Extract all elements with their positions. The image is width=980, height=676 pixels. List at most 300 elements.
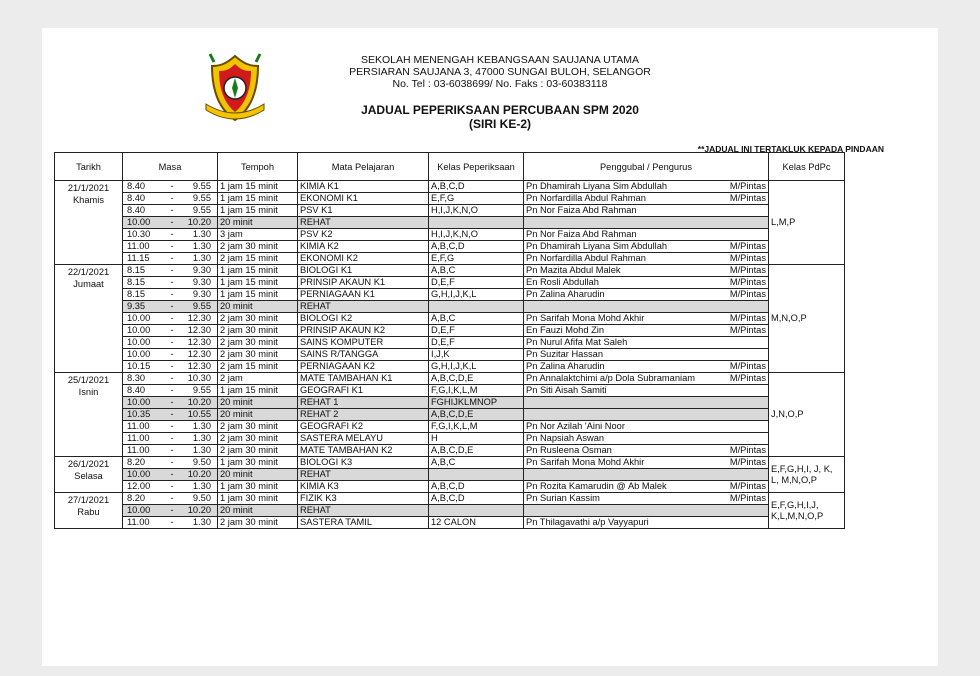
table-row xyxy=(55,433,845,445)
end-time: 9.55 xyxy=(192,205,211,215)
day-name: Khamis xyxy=(72,195,104,205)
end-time: 12.30 xyxy=(187,349,211,359)
class-cell: A,B,C xyxy=(429,313,524,325)
start-time: 8.40 xyxy=(127,181,146,191)
header-kelas-peperiksaan: Kelas Peperiksaan xyxy=(429,153,524,181)
end-time: 1.30 xyxy=(192,241,211,251)
start-time: 11.00 xyxy=(127,517,150,527)
table-header-row xyxy=(55,153,845,181)
time-cell xyxy=(123,241,218,253)
person-name: Pn Thilagavathi a/p Vayyapuri xyxy=(526,517,649,527)
start-time: 11.00 xyxy=(127,421,150,431)
person-name: Pn Norfardilla Abdul Rahman xyxy=(526,193,646,203)
person-tag: M/Pintas xyxy=(729,181,766,191)
start-time: 8.30 xyxy=(127,373,146,383)
subject-cell: MATE TAMBAHAN K1 xyxy=(298,373,429,385)
table-row xyxy=(55,397,845,409)
time-cell xyxy=(123,289,218,301)
time-separator: - xyxy=(170,397,174,407)
end-time: 12.30 xyxy=(187,313,211,323)
duration-cell: 20 minit xyxy=(218,469,298,481)
table-row xyxy=(55,481,845,493)
amendment-note: **JADUAL INI TERTAKLUK KEPADA PINDAAN xyxy=(697,144,884,154)
date-value: 26/1/2021 xyxy=(67,459,110,469)
table-row xyxy=(55,493,845,505)
time-cell xyxy=(123,385,218,397)
subject-cell: REHAT xyxy=(298,301,429,313)
time-separator: - xyxy=(170,505,174,515)
person-name: Pn Dhamirah Liyana Sim Abdullah xyxy=(526,241,668,251)
person-tag: M/Pintas xyxy=(729,445,766,455)
header-mata-pelajaran: Mata Pelajaran xyxy=(298,153,429,181)
end-time: 10.55 xyxy=(187,409,211,419)
person-cell xyxy=(524,409,769,421)
person-name: Pn Annalaktchimi a/p Dola Subramaniam xyxy=(526,373,695,383)
class-cell: A,B,C xyxy=(429,457,524,469)
table-body xyxy=(55,181,845,529)
time-separator: - xyxy=(170,289,174,299)
time-cell xyxy=(123,253,218,265)
end-time: 10.30 xyxy=(187,373,211,383)
school-crest-logo xyxy=(200,52,270,124)
person-tag: M/Pintas xyxy=(729,481,766,491)
table-row xyxy=(55,289,845,301)
time-separator: - xyxy=(170,517,174,527)
class-cell: FGHIJKLMNOP xyxy=(429,397,524,409)
person-cell xyxy=(524,445,769,457)
time-separator: - xyxy=(170,229,174,239)
time-cell xyxy=(123,373,218,385)
time-cell xyxy=(123,193,218,205)
start-time: 11.00 xyxy=(127,445,150,455)
duration-cell: 1 jam 15 minit xyxy=(218,205,298,217)
time-separator: - xyxy=(170,409,174,419)
table-row xyxy=(55,205,845,217)
person-name: En Fauzi Mohd Zin xyxy=(526,325,605,335)
duration-cell: 20 minit xyxy=(218,409,298,421)
duration-cell: 1 jam 15 minit xyxy=(218,277,298,289)
duration-cell: 2 jam 30 minit xyxy=(218,349,298,361)
duration-cell: 2 jam 30 minit xyxy=(218,325,298,337)
time-cell xyxy=(123,349,218,361)
start-time: 10.00 xyxy=(127,397,151,407)
class-cell: 12 CALON xyxy=(429,517,524,529)
end-time: 12.30 xyxy=(187,325,211,335)
person-cell xyxy=(524,325,769,337)
person-name: Pn Nurul Afifa Mat Saleh xyxy=(526,337,628,347)
end-time: 1.30 xyxy=(192,229,211,239)
end-time: 9.30 xyxy=(192,277,211,287)
document-title: JADUAL PEPERIKSAAN PERCUBAAN SPM 2020 xyxy=(361,103,639,117)
person-name: Pn Siti Aisah Samiti xyxy=(526,385,607,395)
person-cell xyxy=(524,385,769,397)
person-cell xyxy=(524,421,769,433)
class-cell: H,I,J,K,N,O xyxy=(429,205,524,217)
table-row xyxy=(55,277,845,289)
table-row xyxy=(55,217,845,229)
table-row xyxy=(55,193,845,205)
subject-cell: REHAT xyxy=(298,505,429,517)
person-cell xyxy=(524,433,769,445)
school-address: PERSIARAN SAUJANA 3, 47000 SUNGAI BULOH, SELANGOR xyxy=(349,66,651,78)
time-separator: - xyxy=(170,433,174,443)
duration-cell: 1 jam 15 minit xyxy=(218,193,298,205)
pdpc-cell: J,N,O,P xyxy=(769,373,845,457)
time-cell xyxy=(123,361,218,373)
date-cell xyxy=(55,181,123,265)
end-time: 12.30 xyxy=(187,337,211,347)
person-name: Pn Mazita Abdul Malek xyxy=(526,265,621,275)
time-cell xyxy=(123,433,218,445)
start-time: 10.00 xyxy=(127,505,151,515)
subject-cell: MATE TAMBAHAN K2 xyxy=(298,445,429,457)
table-row xyxy=(55,373,845,385)
time-separator: - xyxy=(170,265,174,275)
time-cell xyxy=(123,181,218,193)
subject-cell: EKONOMI K1 xyxy=(298,193,429,205)
table-row xyxy=(55,469,845,481)
header-masa: Masa xyxy=(123,153,218,181)
day-name: Selasa xyxy=(74,471,103,481)
duration-cell: 2 jam 15 minit xyxy=(218,361,298,373)
end-time: 9.30 xyxy=(192,265,211,275)
person-tag: M/Pintas xyxy=(729,265,766,275)
subject-cell: REHAT xyxy=(298,469,429,481)
end-time: 9.55 xyxy=(192,385,211,395)
time-separator: - xyxy=(170,493,174,503)
person-tag: M/Pintas xyxy=(729,313,766,323)
class-cell: D,E,F xyxy=(429,325,524,337)
pdpc-cell: E,F,G,H,I, J, K, L, M,N,O,P xyxy=(769,457,845,493)
class-cell: G,H,I,J,K,L xyxy=(429,361,524,373)
end-time: 9.50 xyxy=(192,493,211,503)
end-time: 10.20 xyxy=(187,505,211,515)
person-name: Pn Sarifah Mona Mohd Akhir xyxy=(526,313,645,323)
end-time: 1.30 xyxy=(192,433,211,443)
time-cell xyxy=(123,277,218,289)
person-cell xyxy=(524,397,769,409)
pdpc-cell: M,N,O,P xyxy=(769,265,845,373)
duration-cell: 1 jam 15 minit xyxy=(218,385,298,397)
time-separator: - xyxy=(170,205,174,215)
person-tag: M/Pintas xyxy=(729,325,766,335)
person-tag: M/Pintas xyxy=(729,493,766,503)
start-time: 10.15 xyxy=(127,361,151,371)
start-time: 8.15 xyxy=(127,289,146,299)
day-name: Jumaat xyxy=(73,279,104,289)
table-row xyxy=(55,325,845,337)
end-time: 9.55 xyxy=(192,181,211,191)
time-separator: - xyxy=(170,325,174,335)
time-cell xyxy=(123,481,218,493)
time-separator: - xyxy=(170,241,174,251)
duration-cell: 20 minit xyxy=(218,217,298,229)
start-time: 11.00 xyxy=(127,241,150,251)
table-row xyxy=(55,349,845,361)
subject-cell: PSV K1 xyxy=(298,205,429,217)
person-cell xyxy=(524,301,769,313)
class-cell: E,F,G xyxy=(429,253,524,265)
subject-cell: REHAT xyxy=(298,217,429,229)
person-name: Pn Surian Kassim xyxy=(526,493,600,503)
class-cell: A,B,C,D,E xyxy=(429,409,524,421)
subject-cell: SAINS KOMPUTER xyxy=(298,337,429,349)
start-time: 10.00 xyxy=(127,325,151,335)
start-time: 10.00 xyxy=(127,349,151,359)
person-cell xyxy=(524,265,769,277)
time-separator: - xyxy=(170,373,174,383)
start-time: 10.00 xyxy=(127,337,151,347)
time-separator: - xyxy=(170,445,174,455)
table-row xyxy=(55,421,845,433)
subject-cell: PERNIAGAAN K2 xyxy=(298,361,429,373)
subject-cell: PERNIAGAAN K1 xyxy=(298,289,429,301)
subject-cell: PRINSIP AKAUN K2 xyxy=(298,325,429,337)
person-name: Pn Nor Azilah 'Aini Noor xyxy=(526,421,625,431)
end-time: 1.30 xyxy=(192,481,211,491)
person-tag: M/Pintas xyxy=(729,289,766,299)
time-separator: - xyxy=(170,421,174,431)
duration-cell: 2 jam 30 minit xyxy=(218,337,298,349)
time-separator: - xyxy=(170,277,174,287)
person-name: Pn Suzitar Hassan xyxy=(526,349,603,359)
person-cell xyxy=(524,217,769,229)
start-time: 11.15 xyxy=(127,253,150,263)
person-name: En Rosli Abdullah xyxy=(526,277,599,287)
time-separator: - xyxy=(170,349,174,359)
person-tag: M/Pintas xyxy=(729,253,766,263)
duration-cell: 20 minit xyxy=(218,505,298,517)
time-separator: - xyxy=(170,481,174,491)
person-name: Pn Sarifah Mona Mohd Akhir xyxy=(526,457,645,467)
start-time: 10.30 xyxy=(127,229,151,239)
person-cell xyxy=(524,517,769,529)
time-cell xyxy=(123,205,218,217)
person-cell xyxy=(524,181,769,193)
date-cell xyxy=(55,457,123,493)
subject-cell: PRINSIP AKAUN K1 xyxy=(298,277,429,289)
person-cell xyxy=(524,505,769,517)
class-cell: G,H,I,J,K,L xyxy=(429,289,524,301)
time-cell xyxy=(123,493,218,505)
table-row xyxy=(55,241,845,253)
date-cell xyxy=(55,493,123,529)
duration-cell: 1 jam 15 minit xyxy=(218,265,298,277)
time-cell xyxy=(123,445,218,457)
time-separator: - xyxy=(170,361,174,371)
time-cell xyxy=(123,265,218,277)
duration-cell: 2 jam 30 minit xyxy=(218,517,298,529)
end-time: 1.30 xyxy=(192,253,211,263)
person-cell xyxy=(524,493,769,505)
person-name: Pn Nor Faiza Abd Rahman xyxy=(526,205,637,215)
person-cell xyxy=(524,241,769,253)
start-time: 8.40 xyxy=(127,193,146,203)
start-time: 10.35 xyxy=(127,409,151,419)
time-cell xyxy=(123,421,218,433)
person-tag: M/Pintas xyxy=(729,277,766,287)
class-cell: F,G,I,K,L,M xyxy=(429,385,524,397)
date-value: 27/1/2021 xyxy=(67,495,110,505)
class-cell: A,B,C,D xyxy=(429,493,524,505)
class-cell xyxy=(429,469,524,481)
subject-cell: GEOGRAFI K1 xyxy=(298,385,429,397)
time-cell xyxy=(123,397,218,409)
start-time: 8.15 xyxy=(127,265,146,275)
subject-cell: SASTERA TAMIL xyxy=(298,517,429,529)
subject-cell: FIZIK K3 xyxy=(298,493,429,505)
end-time: 10.20 xyxy=(187,397,211,407)
date-value: 25/1/2021 xyxy=(67,375,110,385)
person-cell xyxy=(524,193,769,205)
class-cell: A,B,C,D xyxy=(429,481,524,493)
duration-cell: 3 jam xyxy=(218,229,298,241)
duration-cell: 2 jam 30 minit xyxy=(218,445,298,457)
document-title-block xyxy=(290,103,710,131)
subject-cell: REHAT 2 xyxy=(298,409,429,421)
time-separator: - xyxy=(170,181,174,191)
duration-cell: 1 jam 15 minit xyxy=(218,289,298,301)
time-separator: - xyxy=(170,337,174,347)
duration-cell: 20 minit xyxy=(218,397,298,409)
person-cell xyxy=(524,469,769,481)
end-time: 12.30 xyxy=(187,361,211,371)
start-time: 8.15 xyxy=(127,277,146,287)
duration-cell: 2 jam 30 minit xyxy=(218,421,298,433)
time-separator: - xyxy=(170,313,174,323)
person-cell xyxy=(524,253,769,265)
subject-cell: KIMIA K2 xyxy=(298,241,429,253)
person-cell xyxy=(524,481,769,493)
person-cell xyxy=(524,457,769,469)
class-cell xyxy=(429,301,524,313)
table-row xyxy=(55,301,845,313)
person-tag: M/Pintas xyxy=(729,361,766,371)
document-subtitle: (SIRI KE-2) xyxy=(468,117,531,131)
person-cell xyxy=(524,313,769,325)
time-cell xyxy=(123,469,218,481)
class-cell: D,E,F xyxy=(429,337,524,349)
subject-cell: BIOLOGI K2 xyxy=(298,313,429,325)
end-time: 10.20 xyxy=(187,469,211,479)
duration-cell: 2 jam 30 minit xyxy=(218,433,298,445)
table-row xyxy=(55,457,845,469)
time-cell xyxy=(123,457,218,469)
table-row xyxy=(55,361,845,373)
person-name: Pn Zalina Aharudin xyxy=(526,361,605,371)
table-row xyxy=(55,445,845,457)
subject-cell: KIMIA K1 xyxy=(298,181,429,193)
end-time: 9.30 xyxy=(192,289,211,299)
school-contact: No. Tel : 03-6038699/ No. Faks : 03-60383118 xyxy=(392,78,608,90)
subject-cell: KIMIA K3 xyxy=(298,481,429,493)
header-penggubal: Penggubal / Pengurus xyxy=(524,153,769,181)
class-cell: A,B,C xyxy=(429,265,524,277)
class-cell: A,B,C,D,E xyxy=(429,445,524,457)
person-tag: M/Pintas xyxy=(729,373,766,383)
class-cell: D,E,F xyxy=(429,277,524,289)
date-value: 21/1/2021 xyxy=(67,183,110,193)
person-tag: M/Pintas xyxy=(729,457,766,467)
time-cell xyxy=(123,301,218,313)
time-cell xyxy=(123,409,218,421)
table-row xyxy=(55,265,845,277)
table-row xyxy=(55,313,845,325)
class-cell: A,B,C,D,E xyxy=(429,373,524,385)
person-name: Pn Rozita Kamarudin @ Ab Malek xyxy=(526,481,667,491)
person-tag: M/Pintas xyxy=(729,241,766,251)
date-cell xyxy=(55,373,123,457)
start-time: 8.40 xyxy=(127,385,146,395)
start-time: 10.00 xyxy=(127,313,151,323)
subject-cell: EKONOMI K2 xyxy=(298,253,429,265)
time-cell xyxy=(123,313,218,325)
person-cell xyxy=(524,373,769,385)
day-name: Isnin xyxy=(78,387,99,397)
time-cell xyxy=(123,325,218,337)
duration-cell: 2 jam xyxy=(218,373,298,385)
end-time: 10.20 xyxy=(187,217,211,227)
time-separator: - xyxy=(170,253,174,263)
duration-cell: 1 jam 30 minit xyxy=(218,493,298,505)
start-time: 10.00 xyxy=(127,469,151,479)
start-time: 11.00 xyxy=(127,433,150,443)
subject-cell: BIOLOGI K3 xyxy=(298,457,429,469)
table-row xyxy=(55,181,845,193)
start-time: 9.35 xyxy=(127,301,146,311)
header-tempoh: Tempoh xyxy=(218,153,298,181)
class-cell: E,F,G xyxy=(429,193,524,205)
class-cell: I,J,K xyxy=(429,349,524,361)
time-separator: - xyxy=(170,301,174,311)
class-cell: H,I,J,K,N,O xyxy=(429,229,524,241)
class-cell: A,B,C,D xyxy=(429,241,524,253)
person-name: Pn Napsiah Aswan xyxy=(526,433,605,443)
header-tarikh: Tarikh xyxy=(55,153,123,181)
subject-cell: GEOGRAFI K2 xyxy=(298,421,429,433)
person-name: Pn Dhamirah Liyana Sim Abdullah xyxy=(526,181,668,191)
class-cell: H xyxy=(429,433,524,445)
end-time: 9.55 xyxy=(192,301,211,311)
header-kelas-pdpc: Kelas PdPc xyxy=(769,153,845,181)
time-separator: - xyxy=(170,457,174,467)
person-cell xyxy=(524,349,769,361)
exam-schedule-table xyxy=(54,152,845,529)
time-separator: - xyxy=(170,469,174,479)
person-cell xyxy=(524,337,769,349)
end-time: 9.55 xyxy=(192,193,211,203)
date-value: 22/1/2021 xyxy=(67,267,110,277)
start-time: 10.00 xyxy=(127,217,151,227)
table-row xyxy=(55,385,845,397)
class-cell: F,G,I,K,L,M xyxy=(429,421,524,433)
time-separator: - xyxy=(170,385,174,395)
pdpc-cell: L,M,P xyxy=(769,181,845,265)
class-cell xyxy=(429,217,524,229)
table-row xyxy=(55,517,845,529)
school-header xyxy=(290,54,710,90)
class-cell xyxy=(429,505,524,517)
table-row xyxy=(55,229,845,241)
duration-cell: 1 jam 30 minit xyxy=(218,481,298,493)
time-cell xyxy=(123,517,218,529)
time-cell xyxy=(123,229,218,241)
time-separator: - xyxy=(170,217,174,227)
day-name: Rabu xyxy=(77,507,100,517)
person-cell xyxy=(524,361,769,373)
table-row xyxy=(55,409,845,421)
person-cell xyxy=(524,229,769,241)
